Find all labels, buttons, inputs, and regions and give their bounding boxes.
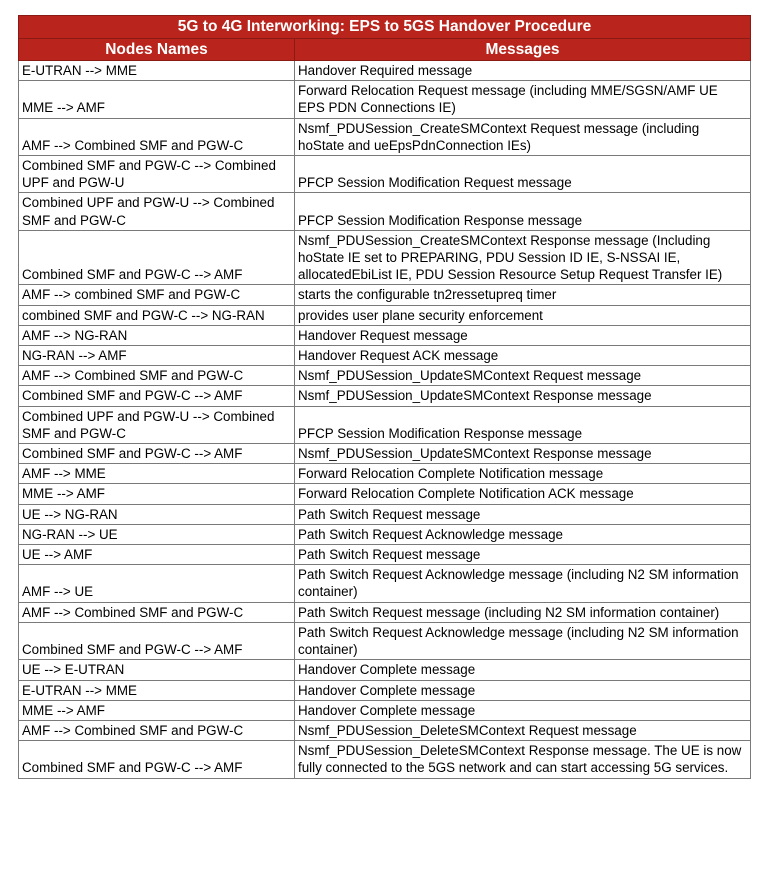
message-cell: Nsmf_PDUSession_UpdateSMContext Request message (295, 366, 751, 386)
message-cell: Handover Complete message (295, 700, 751, 720)
message-cell: Forward Relocation Request message (including MME/SGSN/AMF UE EPS PDN Connections IE) (295, 81, 751, 118)
node-cell: AMF --> Combined SMF and PGW-C (19, 720, 295, 740)
table-row (19, 484, 751, 504)
message-cell: Path Switch Request message (295, 504, 751, 524)
node-cell: AMF --> MME (19, 464, 295, 484)
table-row (19, 156, 751, 193)
table-row (19, 386, 751, 406)
table-row (19, 118, 751, 155)
message-cell: Path Switch Request Acknowledge message (including N2 SM information container) (295, 565, 751, 602)
message-cell: Handover Request message (295, 325, 751, 345)
node-cell: AMF --> combined SMF and PGW-C (19, 285, 295, 305)
table-body (19, 61, 751, 779)
node-cell: AMF --> UE (19, 565, 295, 602)
message-cell: Path Switch Request Acknowledge message (including N2 SM information container) (295, 622, 751, 659)
message-cell: provides user plane security enforcement (295, 305, 751, 325)
node-cell: AMF --> Combined SMF and PGW-C (19, 118, 295, 155)
table-row (19, 524, 751, 544)
message-cell: Path Switch Request message (295, 545, 751, 565)
message-cell: PFCP Session Modification Request message (295, 156, 751, 193)
message-cell: Nsmf_PDUSession_UpdateSMContext Response message (295, 444, 751, 464)
table-row (19, 741, 751, 778)
table-title-row (19, 16, 751, 39)
table-row (19, 193, 751, 230)
message-cell: Path Switch Request message (including N2 SM information container) (295, 602, 751, 622)
table-row (19, 305, 751, 325)
message-cell: Path Switch Request Acknowledge message (295, 524, 751, 544)
message-cell: PFCP Session Modification Response message (295, 406, 751, 443)
message-cell: Handover Complete message (295, 660, 751, 680)
table-title: 5G to 4G Interworking: EPS to 5GS Handover Procedure (19, 16, 751, 39)
node-cell: NG-RAN --> UE (19, 524, 295, 544)
table-row (19, 366, 751, 386)
node-cell: Combined SMF and PGW-C --> Combined UPF and PGW-U (19, 156, 295, 193)
table-row (19, 660, 751, 680)
table-row (19, 545, 751, 565)
handover-procedure-table (18, 15, 751, 779)
table-row (19, 680, 751, 700)
table-row (19, 444, 751, 464)
table-header-row (19, 39, 751, 61)
node-cell: UE --> AMF (19, 545, 295, 565)
table-row (19, 61, 751, 81)
node-cell: AMF --> Combined SMF and PGW-C (19, 366, 295, 386)
message-cell: Handover Required message (295, 61, 751, 81)
node-cell: UE --> E-UTRAN (19, 660, 295, 680)
node-cell: UE --> NG-RAN (19, 504, 295, 524)
table-row (19, 720, 751, 740)
node-cell: Combined SMF and PGW-C --> AMF (19, 386, 295, 406)
message-cell: Forward Relocation Complete Notification ACK message (295, 484, 751, 504)
node-cell: E-UTRAN --> MME (19, 680, 295, 700)
message-cell: Nsmf_PDUSession_DeleteSMContext Request message (295, 720, 751, 740)
node-cell: Combined SMF and PGW-C --> AMF (19, 230, 295, 285)
node-cell: MME --> AMF (19, 81, 295, 118)
table-row (19, 285, 751, 305)
node-cell: Combined UPF and PGW-U --> Combined SMF and PGW-C (19, 406, 295, 443)
node-cell: Combined SMF and PGW-C --> AMF (19, 622, 295, 659)
table-row (19, 622, 751, 659)
column-header-nodes: Nodes Names (19, 39, 295, 61)
message-cell: Forward Relocation Complete Notification message (295, 464, 751, 484)
node-cell: MME --> AMF (19, 700, 295, 720)
message-cell: Handover Complete message (295, 680, 751, 700)
table-row (19, 230, 751, 285)
node-cell: Combined SMF and PGW-C --> AMF (19, 741, 295, 778)
table-row (19, 325, 751, 345)
table-row (19, 504, 751, 524)
column-header-messages: Messages (295, 39, 751, 61)
table-row (19, 406, 751, 443)
message-cell: Nsmf_PDUSession_CreateSMContext Response message (Including hoState IE set to PREPARING, PDU Session ID IE, S-NSSAI IE, allocatedEbiList IE, PDU Session Resource Setup Request Transfer IE) (295, 230, 751, 285)
message-cell: Nsmf_PDUSession_UpdateSMContext Response message (295, 386, 751, 406)
message-cell: PFCP Session Modification Response message (295, 193, 751, 230)
table-row (19, 464, 751, 484)
node-cell: AMF --> NG-RAN (19, 325, 295, 345)
table-row (19, 602, 751, 622)
node-cell: Combined UPF and PGW-U --> Combined SMF and PGW-C (19, 193, 295, 230)
message-cell: starts the configurable tn2ressetupreq timer (295, 285, 751, 305)
handover-table-container (18, 15, 750, 779)
node-cell: AMF --> Combined SMF and PGW-C (19, 602, 295, 622)
table-row (19, 565, 751, 602)
node-cell: NG-RAN --> AMF (19, 346, 295, 366)
node-cell: Combined SMF and PGW-C --> AMF (19, 444, 295, 464)
table-row (19, 346, 751, 366)
node-cell: combined SMF and PGW-C --> NG-RAN (19, 305, 295, 325)
table-row (19, 700, 751, 720)
node-cell: E-UTRAN --> MME (19, 61, 295, 81)
message-cell: Handover Request ACK message (295, 346, 751, 366)
message-cell: Nsmf_PDUSession_DeleteSMContext Response message. The UE is now fully connected to the 5GS network and can start accessing 5G services. (295, 741, 751, 778)
message-cell: Nsmf_PDUSession_CreateSMContext Request message (including hoState and ueEpsPdnConnection IEs) (295, 118, 751, 155)
node-cell: MME --> AMF (19, 484, 295, 504)
table-row (19, 81, 751, 118)
